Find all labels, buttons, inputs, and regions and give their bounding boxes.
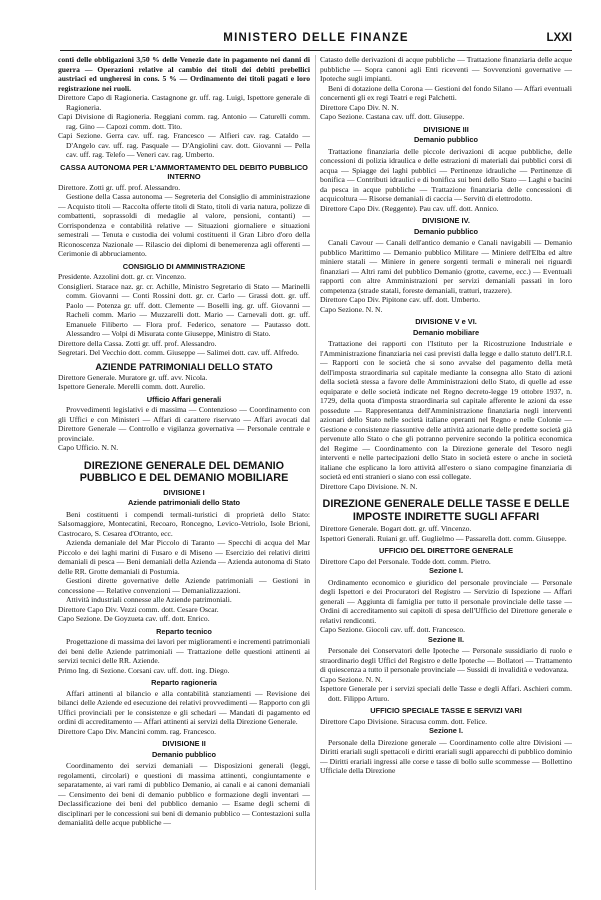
sezione-ii-capo: Capo Sezione. N. N.: [320, 674, 383, 684]
cassa-heading: CASSA AUTONOMA PER L'AMMORTAMENTO DEL DEBITO PUBBLICO INTERNO: [60, 162, 308, 181]
reparto-tecnico-text: Progettazione di massima dei lavori per miglioramenti e incrementi patrimoniali dei beni delle Aziende patrimoniali — Trattazione delle questioni attinenti ai servizi tecnici delle RR. Aziende.: [58, 637, 310, 665]
reparto-ragioneria-direttore: Direttore Capo Div. Mancini comm. rag. Francesco.: [58, 726, 217, 736]
page-header: [60, 32, 572, 51]
capi-sezione: Capi Sezione. Gerra cav. uff. rag. Francesco — Alfieri cav. rag. Cataldo — D'Angelo cav. uff. rag. Pasquale — D'Angiolini cav. dott. Giovanni — Pella cav. uff. rag. Telefo — Veneri cav. rag. Umberto.: [58, 131, 310, 159]
cassa-direttore: Direttore. Zotti gr. uff. prof. Alessandro.: [58, 182, 181, 192]
divisione-v-subtitle: Demanio mobiliare: [412, 327, 480, 337]
ufficio-speciale-text: Personale della Direzione generale — Coordinamento colle altre Divisioni — Diritti erariali sugli spettacoli e diritti erariali sugli apparecchi di pubblico dominio — Diritti erariali ingressi alle corse e tasse di bollo sulle scommesse — Bollettino Ufficiale della Direzione: [320, 737, 572, 775]
sezione-ii-heading: Sezione II.: [427, 634, 465, 644]
attivita-text: Attività industriali connesse alle Aziende patrimoniali.: [66, 595, 232, 604]
reparto-tecnico-heading: Reparto tecnico: [156, 626, 212, 636]
divisione-iv-heading: DIVISIONE IV.: [422, 216, 470, 225]
sezione-ii-ispettore: Ispettore Generale per i servizi speciali delle Tasse e degli Affari. Aschieri comm. dott. Filippo Arturo.: [320, 684, 572, 703]
consiglio-heading: CONSIGLIO DI AMMINISTRAZIONE: [122, 261, 246, 271]
div-v-direttore: Direttore Capo Divisione. N. N.: [320, 481, 418, 491]
divisione-iii-subtitle: Demanio pubblico: [413, 135, 479, 144]
tasse-ispettori: Ispettori Generali. Ruiani gr. uff. Guglielmo — Passarella dott. comm. Giuseppe.: [320, 533, 567, 543]
reparto-ragioneria-text: Affari attinenti al bilancio e alla contabilità stanziamenti — Revisione dei bilanci delle Aziende ed esecuzione dei relativi provvedimenti — Rapporto con gli Uffici provinciali per le consistenze e gli schedari — Mandati di pagamento ed ordini di accreditamento — Affari attinenti ai servizi della Direzione Generale.: [58, 688, 310, 726]
primo-ingegnere: Primo Ing. di Sezione. Corsani cav. uff. dott. ing. Diego.: [58, 665, 230, 675]
reparto-ragioneria-heading: Reparto ragioneria: [151, 678, 217, 687]
ufficio-direttore-heading: UFFICIO DEL DIRETTORE GENERALE: [379, 546, 513, 555]
div-ii-direttore: Direttore Capo Div. N. N.: [320, 102, 399, 112]
ufficio-affari-heading: Ufficio Affari generali: [146, 394, 222, 404]
sezione-i-text: Ordinamento economico e giuridico del personale provinciale — Personale degli Ispettori e dei Procuratori del Registro — Servizio di Ispezione — Affari generali — Aggiunta di famiglia per tutto il personale provinciale delle tasse — Ordini di accreditamento sui capitoli di spesa dell'Ufficio del Direttore generale e relativi rendiconti.: [320, 577, 572, 625]
div-iv-direttore: Direttore Capo Div. Pipitone cav. uff. dott. Umberto.: [320, 295, 480, 304]
direzione-demanio-heading: DIREZIONE GENERALE DEL DEMANIO PUBBLICO E DEL DEMANIO MOBILIARE: [79, 459, 289, 484]
ufficio-speciale-direttore: Direttore Capo Divisione. Siracusa comm. dott. Felice.: [320, 716, 488, 726]
presidente: Presidente. Azzolini dott. gr. cr. Vincenzo.: [58, 272, 187, 281]
tasse-heading: DIREZIONE GENERALE DELLE TASSE E DELLE IMPOSTE INDIRETTE SUGLI AFFARI: [322, 498, 570, 523]
capi-divisione: Capi Divisione di Ragioneria. Reggiani comm. rag. Antonio — Caturelli comm. rag. Gino — Capozi comm. dott. Tito.: [58, 112, 310, 131]
consiglieri: Consiglieri. Starace naz. gr. cr. Achille, Ministro Segretario di Stato — Marinelli comm. Giovanni — Conti Rossini dott. gr. cr. Carlo — Grassi dott. gr. uff. Paolo — Potenza gr. uff. dott. Clemente — Boselli ing. gr. uff. Giovanni — Racheli comm. Mario — Muzzarelli dott. Mario — Carnevali dott. gr. uff. Emanuele Filiberto — Flora prof. Federico, senatore — Pautasso dott. Alessandro — Volpi di Misurata conte Giuseppe, Ministro di Stato.: [58, 281, 310, 338]
aziende-ispettore: Ispettore Generale. Merelli comm. dott. Aurelio.: [58, 382, 205, 391]
divisione-iv-subtitle: Demanio pubblico: [413, 226, 479, 236]
capo-ufficio: Capo Ufficio. N. N.: [58, 443, 119, 452]
divisione-ii-text: Coordinamento dei servizi demaniali — Disposizioni generali (leggi, regolamenti, circolari) e questioni di massima attinenti, congiuntamente e separatamente, ai vari rami di pubblico Demanio, ai canali e ai canoni demaniali — Censimento dei beni di demanio pubblico e formazione degli inventari — Declassificazione dei beni del pubblico demanio — Esame degli schemi di disciplinari per le concessioni sui beni di demanio pubblico — Contestazioni sulla demanialità delle acque pubbliche —: [58, 761, 310, 827]
gestioni-text: Gestioni dirette governative delle Aziende patrimoniali — Gestioni in concessione — Relative convenzioni — Demanializzazioni.: [58, 576, 310, 595]
ufficio-speciale-sezione-heading: Sezione I.: [428, 726, 464, 735]
sezione-i-capo: Capo Sezione. Giocoli cav. uff. dott. Francesco.: [320, 625, 466, 634]
ufficio-affari-text: Provvedimenti legislativi e di massima — Contenzioso — Coordinamento con gli Uffici e con Ministeri — Affari di carattere riservato — Affari avocati dal Direttore Generale — Controllo e vigilanza governativa — Personale centrale e provinciale.: [58, 405, 310, 443]
divisione-i-subtitle: Aziende patrimoniali dello Stato: [127, 498, 241, 507]
divisione-iv-text: Canali Cavour — Canali dell'antico demanio e Canali navigabili — Demanio pubblico Marittimo — Demanio pubblico Militare — Miniere dell'Elba ed altre miniere statali — Miniere in genere sorgenti termali e minerali nei riguardi finanziari — Altri rami del pubblico Demanio (grotte, caverne, ecc.) — Eventuali rapporti con altre Amministrazioni per servizi demaniali passati in loro competenza (strade statali, foreste demaniali, tratturi, trazzere).: [320, 238, 572, 295]
aziende-direttore: Direttore Generale. Muratore gr. uff. avv. Nicola.: [58, 372, 208, 382]
div-iv-capo-sezione: Capo Sezione. N. N.: [320, 304, 383, 314]
div-i-capo-sezione: Capo Sezione. De Goyzueta cav. uff. dott. Enrico.: [58, 614, 210, 623]
divisione-ii-heading: DIVISIONE II: [162, 739, 206, 748]
div-ii-capo-sezione: Capo Sezione. Castana cav. uff. dott. Giuseppe.: [320, 112, 465, 121]
divisione-i-heading: DIVISIONE I: [163, 487, 205, 497]
column-divider: [315, 55, 316, 890]
page-number: LXXI: [546, 32, 572, 44]
cassa-text: Gestione della Cassa autonoma — Segreteria del Consiglio di amministrazione — Acquisto titoli — Raccolta offerte titoli di Stato, titoli di varia natura, polizze di combattenti, soprassoldi di medaglie al valore, pensioni, contanti) — Corrispondenza e contabilità relative — Situazioni giornaliere e situazioni semestrali — Tenuta e custodia dei volumi costituenti il Gran Libro d'oro della Riconoscenza Nazionale — Rilascio dei diplomi di benemerenza agli offerenti — Cerimonie di abbruciamento.: [58, 192, 310, 258]
right-column: [320, 55, 572, 893]
ufficio-direttore-capo: Direttore Capo del Personale. Todde dott. comm. Pietro.: [320, 556, 491, 566]
sezione-i-heading: Sezione I.: [428, 566, 464, 575]
sezione-ii-text: Personale dei Conservatori delle Ipoteche — Personale sussidiario di ruolo e straordinario degli Uffici del Registro e delle Ipoteche — Bollatori — Trattamento di quiescenza a tutto il personale provinciale — Sussidi di invalidità e vedovanza.: [320, 646, 572, 674]
beni-corona-text: Beni di dotazione della Corona — Gestioni del fondo Silano — Affari eventuali concernenti gli ex regi Teatri e regi Palchetti.: [320, 83, 572, 102]
divisione-iii-text: Trattazione finanziaria delle piccole derivazioni di acque pubbliche, delle concessioni di polizia idraulica e delle estrazioni di materiali dai pubblici corsi di acqua — Spiagge dei laghi pubblici — Pertinenze idrauliche — Pertinenze di bonifica — Contributi idraulici e di bonifica sui beni dello Stato — Laghi e bacini da pesca in acque pubbliche — Trattazione finanziaria delle concessioni di acquicoltura — Risorse demaniali di caccia — Servitù di elettrodotto.: [320, 146, 572, 203]
divisione-v-heading: DIVISIONE V e VI.: [415, 317, 477, 326]
direttore-cassa: Direttore della Cassa. Zotti gr. uff. prof. Alessandro.: [58, 338, 217, 348]
segretari: Segretari. Del Vecchio dott. comm. Giuseppe — Salimei dott. cav. uff. Alfredo.: [58, 348, 299, 357]
intro-text: conti delle obbligazioni 3,50 % delle Venezie date in pagamento nei danni di guerra — Operazioni relative al cambio dei titoli dei debiti prebellici austriaci ed ungheresi in cons. 5 % — Ordinamento dei titoli pagati e loro registrazione nei ruoli.: [58, 55, 310, 93]
ufficio-speciale-heading: UFFICIO SPECIALE TASSE E SERVIZI VARI: [370, 706, 522, 715]
div-iii-direttore: Direttore Capo Div. (Reggente). Pau cav. uff. dott. Annico.: [320, 203, 499, 213]
right-intro-text: Catasto delle derivazioni di acque pubbliche — Trattazione finanziaria delle acque pubbliche — Sopra canoni agli Enti riceventi — Sovvenzioni governative — Ipoteche sugli impianti.: [320, 55, 572, 83]
azienda-text: Azienda demaniale del Mar Piccolo di Taranto — Specchi di acqua del Mar Piccolo e dei laghi marini di Fusaro e di Miseno — Esercizio dei relativi diritti demaniali di pesca — Beni demaniali della Azienda — Azienda autonoma di Stato delle RR. Grotte demaniali di Postumia.: [58, 538, 310, 576]
direttore-ragioneria: Direttore Capo di Ragioneria. Castagnone gr. uff. rag. Luigi, Ispettore generale di Ragioneria.: [58, 93, 310, 112]
divisione-iii-heading: DIVISIONE III: [423, 124, 469, 134]
aziende-heading: AZIENDE PATRIMONIALI DELLO STATO: [95, 360, 273, 372]
divisione-ii-subtitle: Demanio pubblico: [151, 749, 217, 759]
tasse-direttore: Direttore Generale. Bogart dott. gr. uff. Vincenzo.: [320, 524, 472, 533]
divisione-i-text: Beni costituenti i compendi termali-turistici di proprietà dello Stato: Salsomaggiore, Montecatini, Recoaro, Roncegno, Levico-Vetriolo, Isole Brioni, Castrocaro, S. Cesarea d'Otranto, ecc.: [58, 509, 310, 538]
running-title: MINISTERO DELLE FINANZE: [223, 32, 409, 44]
left-column: [58, 55, 310, 893]
div-i-direttore: Direttore Capo Div. Vezzi comm. dott. Cesare Oscar.: [58, 604, 219, 614]
divisione-v-text: Trattazione dei rapporti con l'Istituto per la Ricostruzione Industriale e l'Amministrazione finanziaria nei casi previsti dalla legge e dallo statuto dell'I.R.I. — Rapporti con le società che si sono avvalse del pagamento della metà dell'imposta straordinaria sul capitale mediante la consegna allo Stato di azioni della società stessa a favore delle Amministrazioni dello Stato, di quelle ad esse equiparate e delle società indicate nel Regno decreto-legge 19 ottobre 1937, n. 1729, della quota d'imposta straordinaria sul capitale afferente le azioni da esse possedute — Rappresentanza dell'Amministrazione finanziaria negli interventi azionari dello Stato nelle società italiane operanti nel Regno e nelle Colonie — Gestione e consistenze riassuntive delle attività azionarie delle predette società già pervenute allo Stato o che gli potranno pervenire secondo la politica economica del Regime — Coordinamento con la Direzione generale del Tesoro negli interventi e nelle partecipazioni dello Stato in società estere o anche in società italiane che esplicano la loro attività all'estero o siano compagine finanziaria di società ed enti stranieri o siano con essi collegate.: [320, 339, 572, 481]
